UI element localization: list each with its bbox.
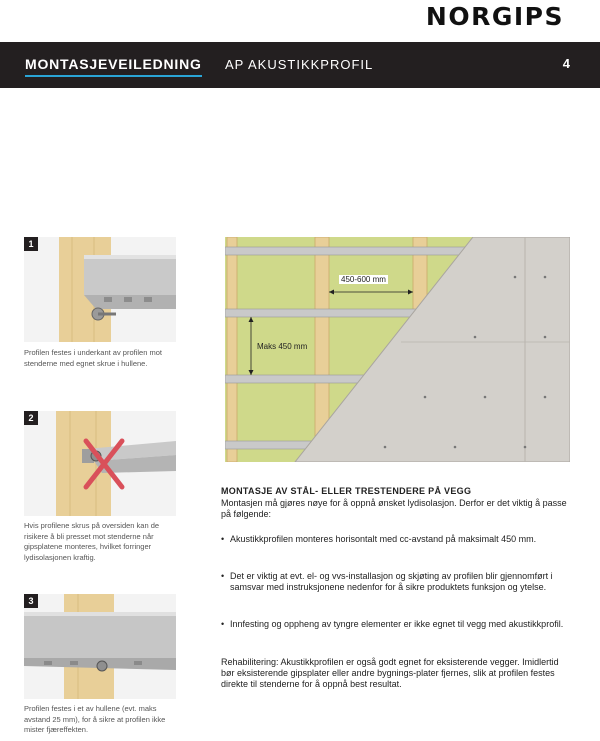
step-3-illustration — [24, 594, 176, 699]
max-distance-label: Maks 450 mm — [257, 342, 308, 351]
bullet-dot-icon: • — [221, 571, 225, 581]
step-2-caption: Hvis profilene skrus på oversiden kan de risikere å bli presset mot stenderne når gipsplatene monteres, hvilket forringer lydisolasjonen kraftig. — [24, 521, 160, 562]
section-intro: Montasjen må gjøres nøye for å oppnå ønsket lydisolasjon. Derfor er det viktig å passe på følgende: — [221, 498, 567, 520]
bullet-item — [221, 534, 573, 545]
step-3-caption: Profilen festes i et av hullene (evt. maks avstand 25 mm), for å sikre at profilen ikke mister fjæreffekten. — [24, 704, 166, 734]
wall-assembly-diagram — [225, 237, 570, 462]
bullet-text: Akustikkprofilen monteres horisontalt med cc-avstand på maksimalt 450 mm. — [230, 534, 537, 544]
rehabilitation-note: Rehabilitering: Akustikkprofilen er også godt egnet for eksisterende vegger. Imidlertid bør eksisterende gipsplater eller andre bygnings-plater fjernes, slik at profilen festes direkte til stenderne for å oppnå best resultat. — [221, 657, 559, 690]
header-banner — [0, 42, 600, 88]
page-title: MONTASJEVEILEDNING — [25, 56, 202, 77]
step-1-illustration — [24, 237, 176, 342]
bullet-text: Innfesting og oppheng av tyngre elementer er ikke egnet til vegg med akustikkprofil. — [230, 619, 564, 629]
cc-distance-label: 450-600 mm — [341, 275, 386, 284]
step-2-number: 2 — [24, 411, 38, 425]
norgips-logo: NORGIPS — [425, 2, 564, 31]
bullet-item — [221, 571, 573, 593]
step-1-caption: Profilen festes i underkant av profilen mot stenderne med egnet skrue i hullene. — [24, 348, 162, 368]
bullet-text: Det er viktig at evt. el- og vvs-installasjon og skjøting av profilen blir gjennomført i samsvar med instruksjonene nedenfor for å sikre produktets funksjon og ytelse. — [230, 571, 553, 593]
page-number: 4 — [562, 56, 570, 71]
section-heading: MONTASJE AV STÅL- ELLER TRESTENDERE PÅ VEGG — [221, 486, 472, 496]
step-1-number: 1 — [24, 237, 38, 251]
step-3-number: 3 — [24, 594, 38, 608]
step-2-illustration — [24, 411, 176, 516]
bullet-dot-icon: • — [221, 619, 225, 629]
bullet-dot-icon: • — [221, 534, 225, 544]
bullet-item — [221, 619, 573, 630]
page-subtitle: AP AKUSTIKKPROFIL — [225, 57, 374, 72]
